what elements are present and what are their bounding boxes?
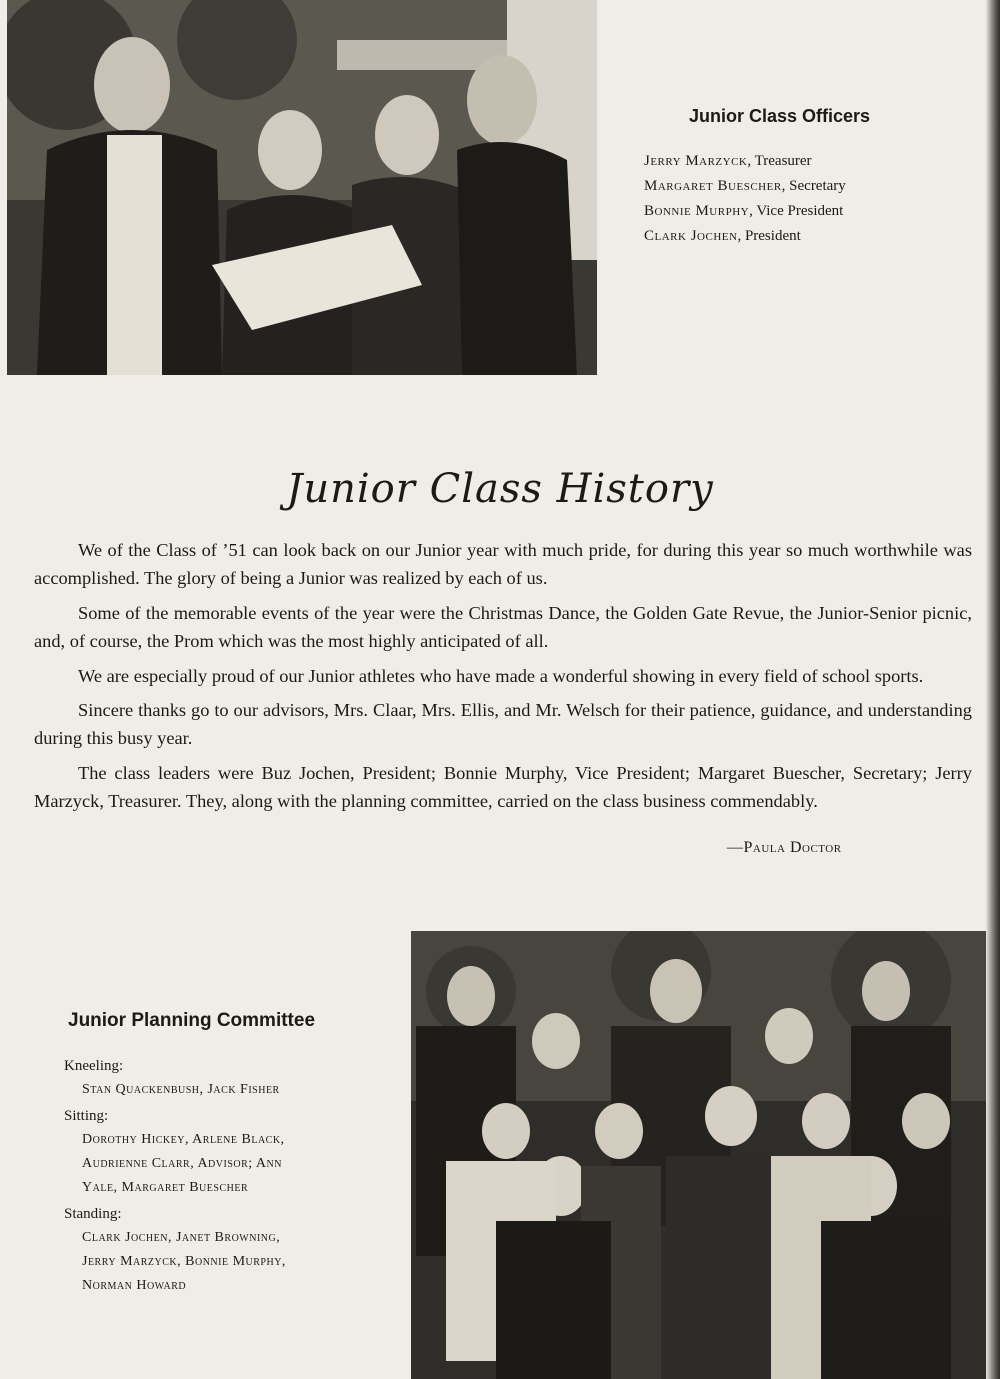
committee-caption (64, 1010, 384, 1300)
group-label: Kneeling: (64, 1058, 124, 1074)
officers-list (644, 149, 954, 249)
history-paragraph: Sincere thanks go to our advisors, Mrs. Claar, Mrs. Ellis, and Mr. Welsch for their patience, guidance, and understanding during this busy year. (34, 700, 972, 749)
officers-caption (644, 106, 954, 249)
history-title: Junior Class History (286, 466, 714, 512)
group-label: Standing: (64, 1206, 122, 1222)
history-paragraph: The class leaders were Buz Jochen, President; Bonnie Murphy, Vice President; Margaret Buescher, Secretary; Jerry Marzyck, Treasurer. They, along with the planning committee, carried on the class business commendably. (34, 762, 972, 812)
committee-heading: Junior Planning Committee (68, 1010, 316, 1031)
group-names: Dorothy Hickey, Arlene Black, Audrienne Clarr, Advisor; Ann Yale, Margaret Buescher (82, 1132, 285, 1195)
officer-line: Bonnie Murphy, Vice President (644, 203, 844, 219)
officers-heading: Junior Class Officers (689, 106, 871, 126)
history-paragraph: Some of the memorable events of the year were the Christmas Dance, the Golden Gate Revue, the Junior-Senior picnic, and, of course, the Prom which was the most highly anticipated of all. (34, 602, 972, 652)
officer-line: Clark Jochen, President (644, 228, 801, 244)
history-text (34, 536, 972, 822)
group-label: Sitting: (64, 1108, 109, 1124)
history-signature: —Paula Doctor (727, 839, 842, 856)
officers-photo (7, 0, 597, 375)
history-paragraph: We of the Class of ’51 can look back on our Junior year with much pride, for during this year so much worthwhile was accomplished. The glory of being a Junior was realized by each of us. (34, 540, 972, 589)
page-binding-edge (986, 0, 1000, 1379)
officer-line: Margaret Buescher, Secretary (644, 178, 846, 194)
group-names: Clark Jochen, Janet Browning, Jerry Marzyck, Bonnie Murphy, Norman Howard (82, 1230, 286, 1293)
history-paragraph: We are especially proud of our Junior athletes who have made a wonderful showing in every field of school sports. (78, 665, 924, 686)
officer-line: Jerry Marzyck, Treasurer (644, 153, 812, 169)
group-names: Stan Quackenbush, Jack Fisher (82, 1082, 280, 1097)
committee-photo (411, 931, 993, 1379)
